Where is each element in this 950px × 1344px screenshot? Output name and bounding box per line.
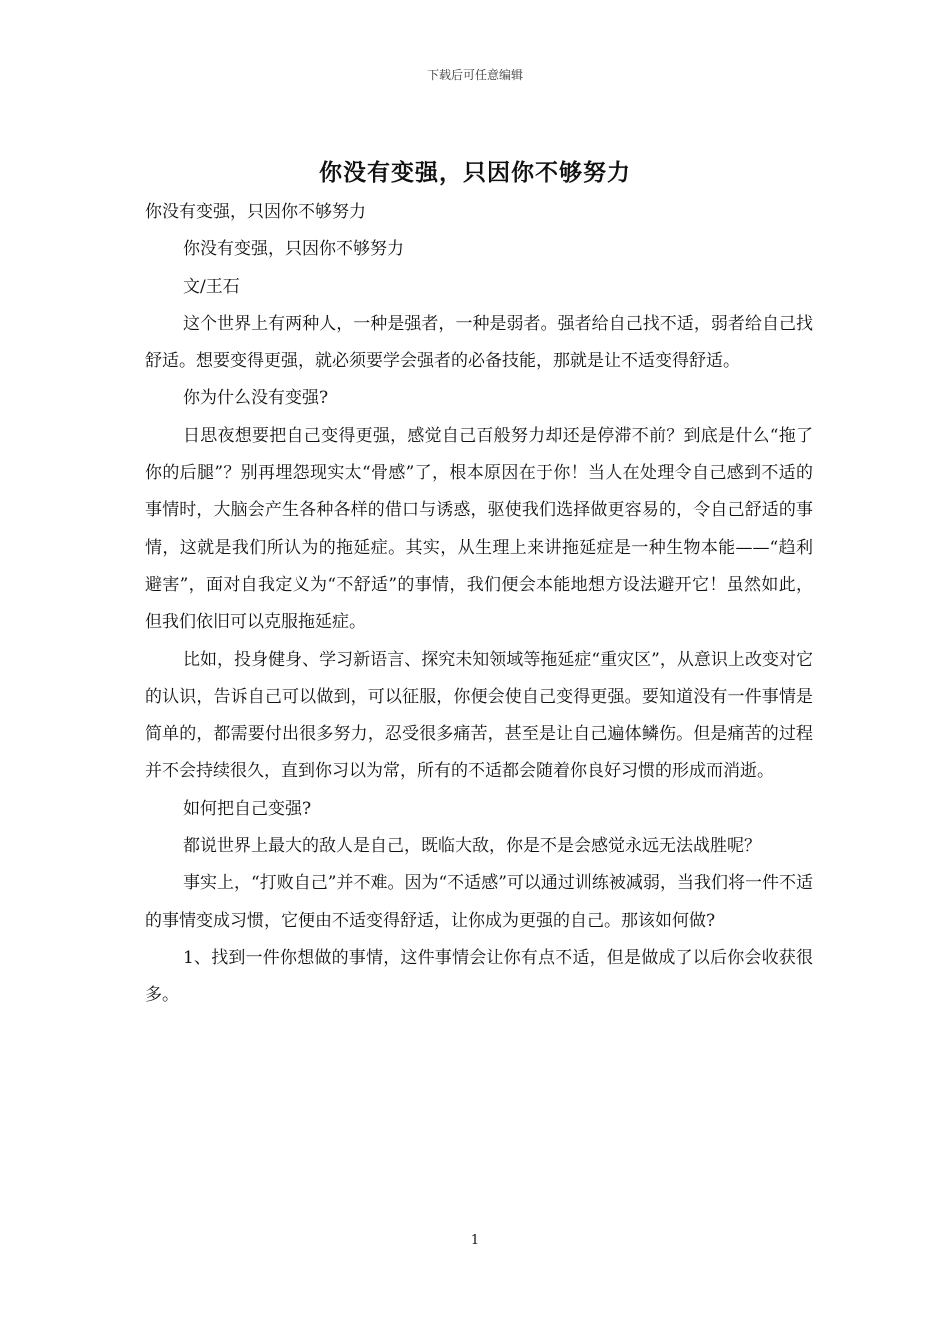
section-heading: 你为什么没有变强? [183,388,329,409]
paragraph: 事实上，“打败自己”并不难。因为“不适感”可以通过训练被减弱，当我们将一件不适的事情变成习惯，它便由不适变得舒适，让你成为更强的自己。那该如何做? [145,873,813,931]
paragraph: 你没有变强，只因你不够努力 [183,239,404,260]
document-body [145,194,813,1015]
page-number: 1 [470,1233,480,1248]
paragraph: 比如，投身健身、学习新语言、探究未知领域等拖延症“重灾区”，从意识上改变对它的认识，告诉自己可以做到，可以征服，你便会使自己变得更强。要知道没有一件事情是简单的，都需要付出很多努力，忍受很多痛苦，甚至是让自己遍体鳞伤。但是痛苦的过程并不会持续很久，直到你习以为常，所有的不适都会随着你良好习惯的形成而消逝。 [145,649,813,782]
page-title: 你没有变强，只因你不够努力 [319,159,631,186]
paragraph: 这个世界上有两种人，一种是强者，一种是弱者。强者给自己找不适，弱者给自己找舒适。想要变得更强，就必须要学会强者的必备技能，那就是让不适变得舒适。 [145,313,813,372]
paragraph: 日思夜想要把自己变得更强，感觉自己百般努力却还是停滞不前？到底是什么“拖了你的后腿”？别再埋怨现实太“骨感”了，根本原因在于你！当人在处理令自己感到不适的事情时，大脑会产生各种各样的借口与诱惑，驱使我们选择做更容易的，令自己舒适的事情，这就是我们所认为的拖延症。其实，从生理上来讲拖延症是一种生物本能——“趋利避害”，面对自我定义为“不舒适”的事情，我们便会本能地想方设法避开它！虽然如此，但我们依旧可以克服拖延症。 [145,425,813,633]
list-item: 1、找到一件你想做的事情，这件事情会让你有点不适，但是做成了以后你会收获很多。 [145,947,813,1006]
paragraph: 你没有变强，只因你不够努力 [145,202,366,222]
author-line: 文/王石 [183,276,240,297]
header-note: 下载后可任意编辑 [426,68,523,82]
paragraph: 都说世界上最大的敌人是自己，既临大敌，你是不是会感觉永远无法战胜呢？ [183,836,761,857]
section-heading: 如何把自己变强? [183,798,312,819]
